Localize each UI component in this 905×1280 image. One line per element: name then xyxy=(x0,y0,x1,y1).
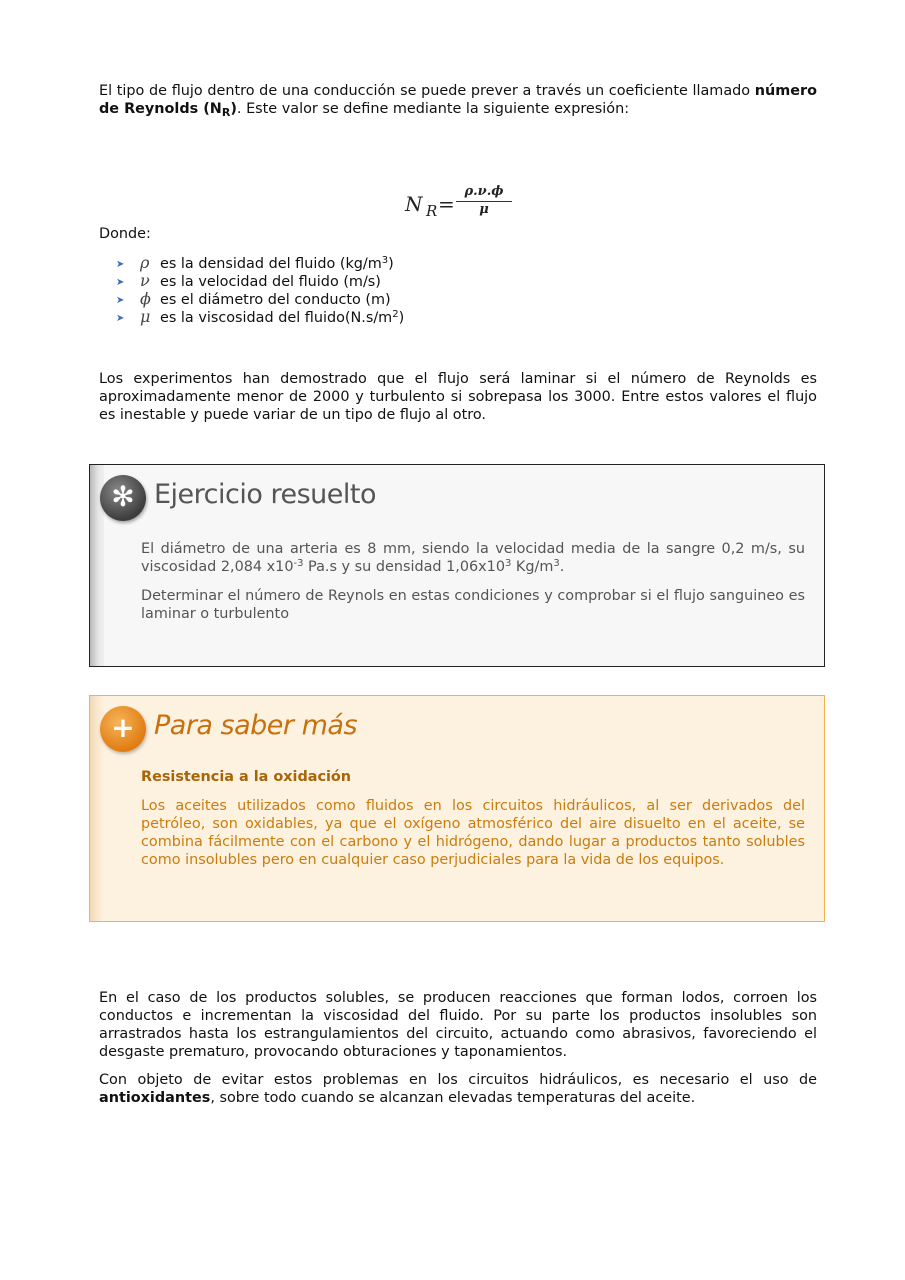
ejercicio-resuelto-box xyxy=(89,464,825,667)
solubles-paragraph: En el caso de los productos solubles, se producen reacciones que forman lodos, corroen los conductos e incrementan la viscosidad del fluido. Por su parte los productos insolubles son arrastrados hasta los estrangulamientos del circuito, actuando como abrasivos, favoreciendo el desgaste prematuro, provocando obturaciones y taponamientos. xyxy=(99,990,817,1060)
list-item: ➤ ρ es la densidad del fluido $(kg/m^3)$ xyxy=(116,253,394,272)
para-saber-mas-box xyxy=(89,695,825,922)
ejercicio-title: Ejercicio resuelto xyxy=(154,479,376,510)
plus-icon: + xyxy=(100,706,146,752)
intro-paragraph: El tipo de flujo dentro de una conducción se puede prever a través un coeficiente llamado número de Reynolds $(N_R)$. Este valor se define mediante la siguiente expresión: xyxy=(99,83,817,119)
ejercicio-statement: El diámetro de una arteria es 8 mm, siendo la velocidad media de la sangre 0,2 m/s, su viscosidad 2,084 $x10^{-3}$ Pa.s y su densidad $1,06x10^3$ $Kg/m^3$. xyxy=(141,541,805,575)
list-item: ➤ ν es la velocidad del fluido (m/s) xyxy=(116,271,381,290)
gear-icon: ✻ xyxy=(100,475,146,521)
antioxidantes-term: antioxidantes xyxy=(99,1090,211,1106)
arrow-bullet-icon: ➤ xyxy=(116,313,125,324)
variable-list xyxy=(116,254,404,326)
formula-denominator: μ xyxy=(479,202,489,217)
arrow-bullet-icon: ➤ xyxy=(116,277,125,288)
list-item: ➤ ϕ es el diámetro del conducto (m) xyxy=(116,289,391,308)
final-paragraph: Con objeto de evitar estos problemas en los circuitos hidráulicos, es necesario el uso de antioxidantes, sobre todo cuando se alcanzan elevadas temperaturas del aceite. xyxy=(99,1072,817,1106)
list-item: ➤ μ es la viscosidad del $fluido(N.s/m^2)$ xyxy=(116,307,405,326)
saber-mas-body: Los aceites utilizados como fluidos en los circuitos hidráulicos, al ser derivados del petróleo, son oxidables, ya que el oxígeno atmosférico del aire disuelto en el aceite, se combina fácilmente con el carbono y el hidrógeno, dando lugar a productos tanto solubles como insolubles pero en cualquier caso perjudiciales para la vida de los equipos. xyxy=(141,798,805,868)
reynolds-term: número de Reynolds $(N_R)$ xyxy=(99,83,817,119)
donde-label: Donde: xyxy=(99,226,151,242)
reynolds-formula: N R = ρ.ν.ϕ μ xyxy=(405,182,525,222)
saber-mas-title: Para saber más xyxy=(154,710,358,741)
arrow-bullet-icon: ➤ xyxy=(116,259,125,270)
saber-mas-subheading: Resistencia a la oxidación xyxy=(141,769,352,785)
formula-numerator: ρ.ν.ϕ xyxy=(464,184,504,199)
experiments-paragraph: Los experimentos han demostrado que el flujo será laminar si el número de Reynolds es aproximadamente menor de 2000 y turbulento si sobrepasa los 3000. Entre estos valores el flujo es inestable y puede variar de un tipo de flujo al otro. xyxy=(99,371,817,423)
arrow-bullet-icon: ➤ xyxy=(116,295,125,306)
ejercicio-question: Determinar el número de Reynols en estas condiciones y comprobar si el flujo sanguineo es laminar o turbulento xyxy=(141,588,805,622)
